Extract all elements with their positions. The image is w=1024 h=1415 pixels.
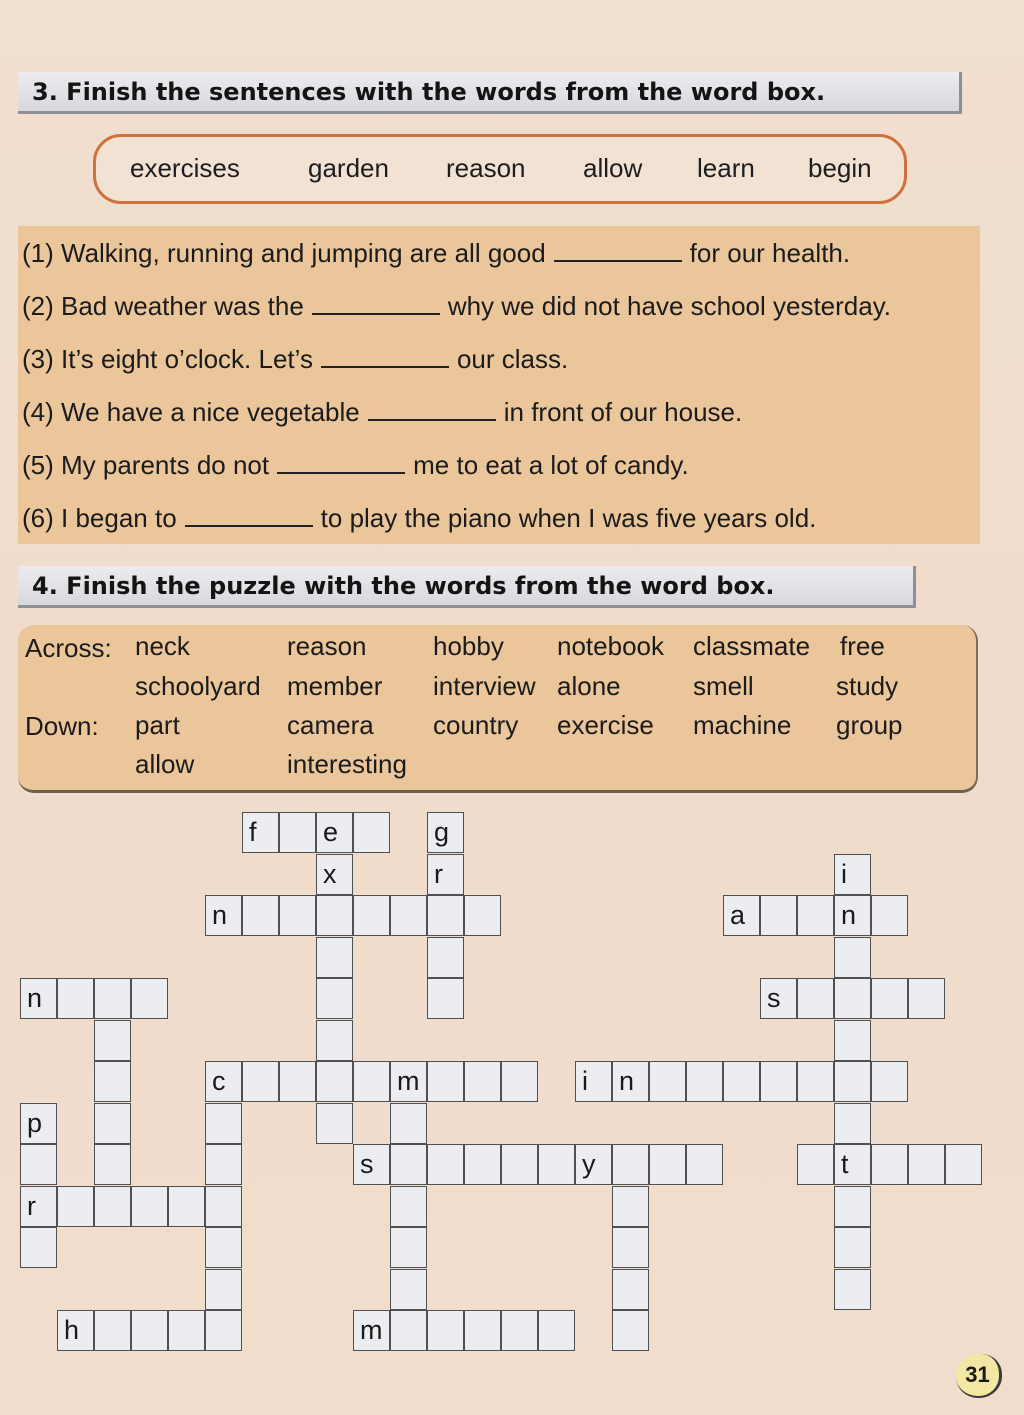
across-word: smell: [693, 671, 754, 701]
word-box-item: garden: [308, 153, 389, 183]
crossword-cell[interactable]: [427, 1061, 464, 1102]
exercise3-title: 3. Finish the sentences with the words from the word box.: [18, 72, 962, 114]
crossword-cell[interactable]: n: [20, 978, 57, 1019]
crossword-cell[interactable]: a: [723, 895, 760, 936]
crossword-cell[interactable]: [390, 1144, 427, 1185]
crossword-cell[interactable]: [316, 978, 353, 1019]
down-word: camera: [287, 710, 374, 740]
page-number: 31: [956, 1354, 1002, 1398]
crossword-cell[interactable]: [20, 1144, 57, 1185]
crossword-cell[interactable]: [20, 1227, 57, 1268]
crossword-cell[interactable]: [464, 1061, 501, 1102]
crossword-cell[interactable]: [686, 1061, 723, 1102]
crossword-cell[interactable]: [501, 1144, 538, 1185]
crossword-cell[interactable]: [612, 1186, 649, 1227]
crossword-cell[interactable]: [94, 1310, 131, 1351]
down-word: country: [433, 710, 519, 740]
sentence-6: [22, 503, 816, 534]
crossword-cell[interactable]: [834, 1186, 871, 1227]
crossword-cell[interactable]: [797, 1144, 834, 1185]
crossword-cell[interactable]: x: [316, 854, 353, 895]
crossword-cell[interactable]: [834, 1269, 871, 1310]
down-word: interesting: [287, 749, 407, 779]
crossword-cell[interactable]: [760, 895, 797, 936]
crossword-cell[interactable]: [316, 937, 353, 978]
sentence-2: [22, 291, 891, 322]
crossword-cell[interactable]: [94, 1144, 131, 1185]
crossword-cell[interactable]: [797, 895, 834, 936]
down-word: group: [836, 710, 903, 740]
crossword-cell[interactable]: y: [575, 1144, 612, 1185]
answer-blank[interactable]: [185, 507, 313, 527]
answer-blank[interactable]: [368, 401, 496, 421]
crossword-cell[interactable]: [427, 978, 464, 1019]
crossword-cell[interactable]: [390, 1227, 427, 1268]
crossword-cell[interactable]: [168, 1186, 205, 1227]
sentence-text: our class.: [456, 344, 569, 374]
sentence-text: why we did not have school yesterday.: [447, 291, 892, 321]
crossword-cell[interactable]: h: [57, 1310, 94, 1351]
across-word: interview: [433, 671, 536, 701]
sentence-text: (2) Bad weather was the: [22, 291, 304, 321]
exercise4-title: 4. Finish the puzzle with the words from the word box.: [18, 566, 916, 608]
crossword-cell[interactable]: [834, 978, 871, 1019]
across-word: hobby: [433, 631, 504, 661]
sentence-text: (6) I began to: [22, 503, 177, 533]
sentence-text: (4) We have a nice vegetable: [22, 397, 360, 427]
crossword-cell[interactable]: [797, 1061, 834, 1102]
crossword-cell[interactable]: [316, 1020, 353, 1061]
crossword-cell[interactable]: [205, 1227, 242, 1268]
crossword-cell[interactable]: [612, 1227, 649, 1268]
crossword-cell[interactable]: [908, 978, 945, 1019]
crossword-cell[interactable]: s: [760, 978, 797, 1019]
sentence-1: [22, 238, 850, 269]
crossword-cell[interactable]: [871, 895, 908, 936]
crossword-cell[interactable]: [464, 1310, 501, 1351]
word-box-item: begin: [808, 153, 872, 183]
crossword-cell[interactable]: [94, 1103, 131, 1144]
crossword-cell[interactable]: i: [575, 1061, 612, 1102]
across-word: alone: [557, 671, 621, 701]
crossword-cell[interactable]: [760, 1061, 797, 1102]
crossword-cell[interactable]: [279, 812, 316, 853]
sentence-text: to play the piano when I was five years old.: [320, 503, 817, 533]
crossword-cell[interactable]: [464, 1144, 501, 1185]
sentence-5: [22, 450, 689, 481]
crossword-cell[interactable]: [612, 1269, 649, 1310]
crossword-cell[interactable]: [834, 1020, 871, 1061]
crossword-cell[interactable]: [316, 1103, 353, 1144]
crossword-cell[interactable]: [242, 1061, 279, 1102]
crossword-cell[interactable]: [427, 1310, 464, 1351]
crossword-cell[interactable]: [427, 937, 464, 978]
sentence-text: for our health.: [689, 238, 851, 268]
down-word: allow: [135, 749, 195, 779]
crossword-cell[interactable]: [538, 1144, 575, 1185]
crossword-cell[interactable]: [205, 1144, 242, 1185]
answer-blank[interactable]: [277, 454, 405, 474]
crossword-cell[interactable]: r: [20, 1186, 57, 1227]
down-word: machine: [693, 710, 792, 740]
crossword-cell[interactable]: [57, 1186, 94, 1227]
crossword-cell[interactable]: [94, 1020, 131, 1061]
crossword-cell[interactable]: g: [427, 812, 464, 853]
crossword-cell[interactable]: [390, 1186, 427, 1227]
crossword-cell[interactable]: [834, 1227, 871, 1268]
crossword-cell[interactable]: [57, 978, 94, 1019]
word-box-item: allow: [583, 153, 643, 183]
crossword-cell[interactable]: [353, 895, 390, 936]
answer-blank[interactable]: [321, 348, 449, 368]
crossword-cell[interactable]: [131, 1186, 168, 1227]
crossword-cell[interactable]: [612, 1310, 649, 1351]
crossword-cell[interactable]: [834, 937, 871, 978]
crossword-cell[interactable]: [501, 1310, 538, 1351]
across-word: classmate: [693, 631, 811, 661]
crossword-cell[interactable]: [131, 978, 168, 1019]
crossword-cell[interactable]: [131, 1310, 168, 1351]
crossword-cell[interactable]: [871, 978, 908, 1019]
crossword-cell[interactable]: [834, 1061, 871, 1102]
crossword-cell[interactable]: [279, 895, 316, 936]
crossword-cell[interactable]: [686, 1144, 723, 1185]
crossword-cell[interactable]: [723, 1061, 760, 1102]
word-box-item: exercises: [130, 153, 240, 183]
sentences-panel: [18, 226, 980, 544]
crossword-cell[interactable]: [612, 1144, 649, 1185]
crossword-cell[interactable]: [649, 1144, 686, 1185]
crossword-cell[interactable]: [279, 1061, 316, 1102]
crossword-cell[interactable]: n: [205, 895, 242, 936]
crossword-cell[interactable]: [390, 1310, 427, 1351]
across-word: neck: [135, 631, 190, 661]
crossword-cell[interactable]: n: [834, 895, 871, 936]
crossword-cell[interactable]: [205, 1103, 242, 1144]
crossword-cell[interactable]: m: [353, 1310, 390, 1351]
word-box-item: learn: [697, 153, 755, 183]
crossword-cell[interactable]: [205, 1269, 242, 1310]
sentence-text: (3) It’s eight o’clock. Let’s: [22, 344, 313, 374]
word-box: [93, 134, 907, 204]
crossword-cell[interactable]: [390, 1103, 427, 1144]
crossword-cell[interactable]: [205, 1310, 242, 1351]
crossword-cell[interactable]: [316, 895, 353, 936]
crossword-cell[interactable]: [390, 1269, 427, 1310]
crossword-cell[interactable]: p: [20, 1103, 57, 1144]
crossword-cell[interactable]: f: [242, 812, 279, 853]
crossword-cell[interactable]: s: [353, 1144, 390, 1185]
crossword-cell[interactable]: [353, 812, 390, 853]
sentence-text: (5) My parents do not: [22, 450, 270, 480]
down-word: exercise: [557, 710, 654, 740]
across-word: study: [836, 671, 899, 701]
across-word: member: [287, 671, 383, 701]
crossword-cell[interactable]: [501, 1061, 538, 1102]
across-word: free: [840, 631, 885, 661]
crossword-cell[interactable]: [427, 895, 464, 936]
across-word: notebook: [557, 631, 664, 661]
crossword-cell[interactable]: t: [834, 1144, 871, 1185]
crossword-cell[interactable]: n: [612, 1061, 649, 1102]
crossword-cell[interactable]: m: [390, 1061, 427, 1102]
sentence-text: in front of our house.: [503, 397, 743, 427]
down-word: part: [135, 710, 180, 740]
crossword-cell[interactable]: [871, 1144, 908, 1185]
sentence-text: (1) Walking, running and jumping are all good: [22, 238, 546, 268]
crossword-cell[interactable]: [205, 1186, 242, 1227]
sentence-text: me to eat a lot of candy.: [413, 450, 689, 480]
crossword-cell[interactable]: [908, 1144, 945, 1185]
answer-blank[interactable]: [554, 242, 682, 262]
crossword-cell[interactable]: [168, 1310, 205, 1351]
sentence-4: [22, 397, 742, 428]
crossword-cell[interactable]: [464, 895, 501, 936]
crossword-cell[interactable]: [945, 1144, 982, 1185]
crossword-cell[interactable]: r: [427, 854, 464, 895]
crossword-cell[interactable]: [242, 895, 279, 936]
sentence-3: [22, 344, 568, 375]
crossword-cell[interactable]: i: [834, 854, 871, 895]
word-box-item: reason: [446, 153, 526, 183]
crossword-cell[interactable]: [316, 1061, 353, 1102]
crossword-cell[interactable]: [538, 1310, 575, 1351]
crossword-cell[interactable]: [797, 978, 834, 1019]
crossword-cell[interactable]: [94, 1186, 131, 1227]
crossword-cell[interactable]: [390, 895, 427, 936]
crossword-cell[interactable]: [427, 1144, 464, 1185]
answer-blank[interactable]: [312, 295, 440, 315]
across-word: reason: [287, 631, 367, 661]
across-label: Across:: [25, 633, 112, 663]
puzzle-word-box: [18, 625, 978, 793]
crossword-cell[interactable]: [94, 1061, 131, 1102]
crossword-cell[interactable]: [834, 1103, 871, 1144]
crossword-cell[interactable]: [94, 978, 131, 1019]
across-word: schoolyard: [135, 671, 261, 701]
crossword-cell[interactable]: e: [316, 812, 353, 853]
crossword-cell[interactable]: [353, 1061, 390, 1102]
down-label: Down:: [25, 711, 99, 741]
crossword-cell[interactable]: c: [205, 1061, 242, 1102]
crossword-cell[interactable]: [871, 1061, 908, 1102]
crossword-cell[interactable]: [649, 1061, 686, 1102]
